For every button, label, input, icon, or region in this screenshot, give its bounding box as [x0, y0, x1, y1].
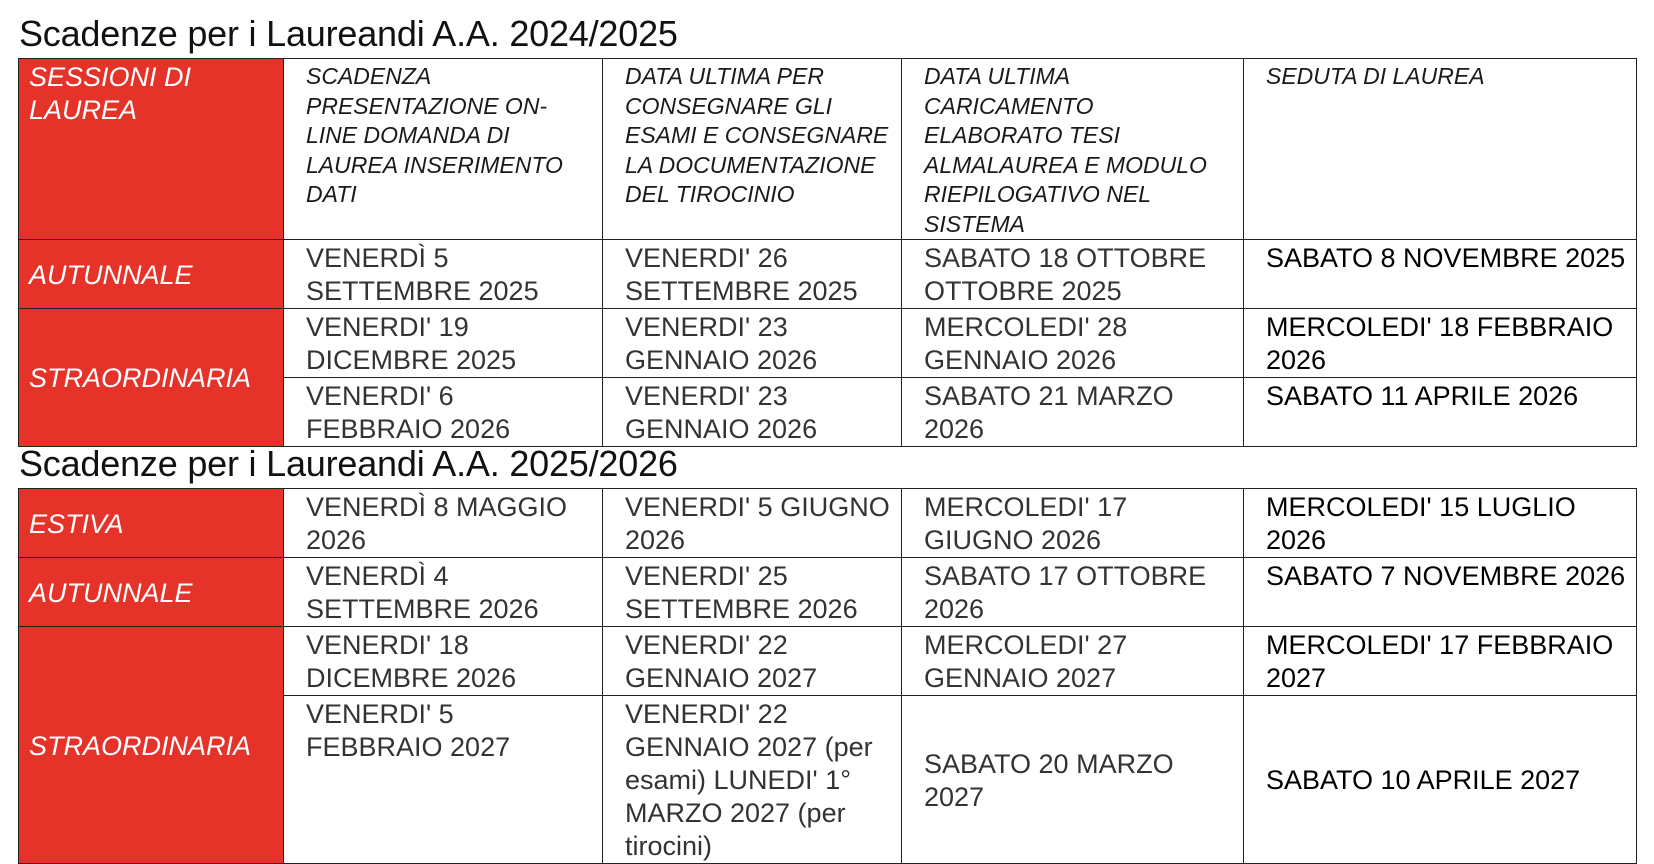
deadlines-table-2025-2026	[18, 488, 1637, 864]
cell-seduta-di-laurea: SABATO 7 NOVEMBRE 2026	[1244, 558, 1637, 627]
session-label: STRAORDINARIA	[19, 309, 284, 447]
cell-scadenza-domanda: VENERDI' 6 FEBBRAIO 2026	[284, 378, 603, 447]
header-data-ultima-esami: DATA ULTIMA PER CONSEGNARE GLI ESAMI E CONSEGNARE LA DOCUMENTAZIONE DEL TIROCINIO	[603, 59, 902, 240]
cell-caricamento-tesi: MERCOLEDI' 28 GENNAIO 2026	[902, 309, 1244, 378]
cell-data-ultima-esami: VENERDI' 25 SETTEMBRE 2026	[603, 558, 902, 627]
session-label: AUTUNNALE	[19, 558, 284, 627]
table-row	[19, 558, 1637, 627]
cell-data-ultima-esami: VENERDI' 23 GENNAIO 2026	[603, 378, 902, 447]
cell-scadenza-domanda: VENERDÌ 8 MAGGIO 2026	[284, 489, 603, 558]
header-sessioni-di-laurea: SESSIONI DI LAUREA	[19, 59, 284, 240]
header-scadenza-domanda: SCADENZA PRESENTAZIONE ON-LINE DOMANDA DI LAUREA INSERIMENTO DATI	[284, 59, 603, 240]
cell-scadenza-domanda: VENERDI' 19 DICEMBRE 2025	[284, 309, 603, 378]
cell-seduta-di-laurea: SABATO 11 APRILE 2026	[1244, 378, 1637, 447]
section-title-2024-2025: Scadenze per i Laureandi A.A. 2024/2025	[19, 13, 678, 54]
session-label: ESTIVA	[19, 489, 284, 558]
session-label: AUTUNNALE	[19, 240, 284, 309]
cell-caricamento-tesi: MERCOLEDI' 17 GIUGNO 2026	[902, 489, 1244, 558]
cell-scadenza-domanda: VENERDI' 5 FEBBRAIO 2027	[284, 696, 603, 864]
header-seduta-di-laurea: SEDUTA DI LAUREA	[1244, 59, 1637, 240]
deadlines-table-2024-2025	[18, 58, 1637, 447]
table-row	[19, 240, 1637, 309]
table-row	[19, 309, 1637, 378]
table-row	[19, 489, 1637, 558]
cell-seduta-di-laurea: MERCOLEDI' 17 FEBBRAIO 2027	[1244, 627, 1637, 696]
cell-scadenza-domanda: VENERDÌ 4 SETTEMBRE 2026	[284, 558, 603, 627]
cell-data-ultima-esami: VENERDI' 23 GENNAIO 2026	[603, 309, 902, 378]
cell-data-ultima-esami: VENERDI' 22 GENNAIO 2027	[603, 627, 902, 696]
cell-seduta-di-laurea: SABATO 10 APRILE 2027	[1244, 696, 1637, 864]
cell-caricamento-tesi: MERCOLEDI' 27 GENNAIO 2027	[902, 627, 1244, 696]
cell-caricamento-tesi: SABATO 17 OTTOBRE 2026	[902, 558, 1244, 627]
section-title-2025-2026: Scadenze per i Laureandi A.A. 2025/2026	[19, 443, 678, 484]
cell-seduta-di-laurea: MERCOLEDI' 18 FEBBRAIO 2026	[1244, 309, 1637, 378]
cell-data-ultima-esami: VENERDI' 26 SETTEMBRE 2025	[603, 240, 902, 309]
table-header-row	[19, 59, 1637, 240]
cell-seduta-di-laurea: SABATO 8 NOVEMBRE 2025	[1244, 240, 1637, 309]
table-row	[19, 627, 1637, 696]
cell-caricamento-tesi: SABATO 21 MARZO 2026	[902, 378, 1244, 447]
cell-seduta-di-laurea: MERCOLEDI' 15 LUGLIO 2026	[1244, 489, 1637, 558]
cell-scadenza-domanda: VENERDÌ 5 SETTEMBRE 2025	[284, 240, 603, 309]
cell-caricamento-tesi: SABATO 18 OTTOBRE OTTOBRE 2025	[902, 240, 1244, 309]
header-caricamento-tesi: DATA ULTIMA CARICAMENTO ELABORATO TESI ALMALAUREA E MODULO RIEPILOGATIVO NEL SISTEMA	[902, 59, 1244, 240]
cell-data-ultima-esami: VENERDI' 5 GIUGNO 2026	[603, 489, 902, 558]
cell-scadenza-domanda: VENERDI' 18 DICEMBRE 2026	[284, 627, 603, 696]
session-label: STRAORDINARIA	[19, 627, 284, 864]
cell-caricamento-tesi: SABATO 20 MARZO 2027	[902, 696, 1244, 864]
cell-data-ultima-esami: VENERDI' 22 GENNAIO 2027 (per esami) LUNEDI' 1° MARZO 2027 (per tirocini)	[603, 696, 902, 864]
